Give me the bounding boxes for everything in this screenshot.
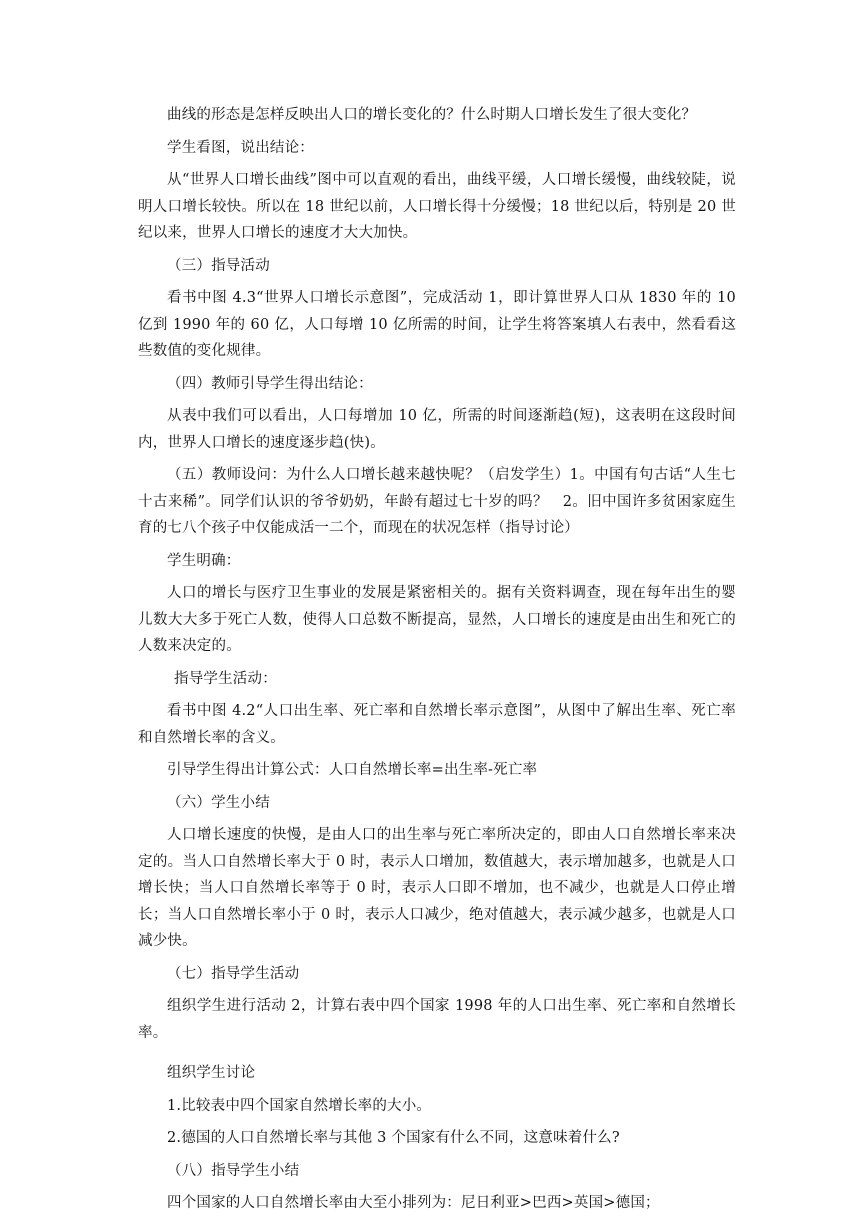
list-item-1: 1.比较表中四个国家自然增长率的大小。	[167, 1097, 432, 1114]
paragraph-discussion: 组织学生讨论	[167, 1065, 256, 1081]
paragraph-activity-1: 看书中图 4.3“世界人口增长示意图”，完成活动 1，即计算世界人口从 1830 年的 10 亿到 1990 年的 60 亿，人口每增 10 亿所需的时间，让学生将答案填人右表中，然看看这些数值的变化规律。	[138, 290, 736, 359]
section-heading-8: （八）指导学生小结	[167, 1162, 300, 1179]
paragraph-guide-activity: 指导学生活动：	[174, 670, 277, 687]
paragraph-medical-development: 人口的增长与医疗卫生事业的发展是紧密相关的。据有关资料调查，现在每年出生的婴儿数大大多于死亡人数，使得人口总数不断提高，显然，人口增长的速度是由出生和死亡的人数来决定的。	[138, 585, 736, 654]
paragraph-student-clarify: 学生明确：	[167, 552, 241, 569]
paragraph-activity-2: 组织学生进行活动 2，计算右表中四个国家 1998 年的人口出生率、死亡率和自然增长率。	[138, 998, 736, 1041]
list-item-2: 2.德国的人口自然增长率与其他 3 个国家有什么不同，这意味着什么?	[167, 1130, 620, 1146]
paragraph-ranking: 四个国家的人口自然增长率由大至小排列为：尼日利亚>巴西>英国>德国；	[167, 1195, 660, 1211]
paragraph-table-conclusion: 从表中我们可以看出，人口每增加 10 亿，所需的时间逐渐趋(短)，这表明在这段时间内，世界人口增长的速度逐步趋(快)。	[138, 408, 736, 451]
section-heading-7: （七）指导学生活动	[167, 965, 300, 982]
document-body	[138, 102, 736, 1223]
paragraph-question: 曲线的形态是怎样反映出人口的增长变化的？什么时期人口增长发生了很大变化？	[167, 107, 697, 123]
section-heading-4: （四）教师引导学生得出结论：	[167, 375, 373, 392]
section-heading-3: （三）指导活动	[167, 257, 270, 274]
section-heading-6: （六）学生小结	[167, 794, 270, 811]
paragraph-student-conclusion-intro: 学生看图，说出结论：	[167, 139, 314, 156]
paragraph-curve-explanation: 从“世界人口增长曲线”图中可以直观的看出，曲线平缓，人口增长缓慢，曲线较陡，说明人口增长较快。所以在 18 世纪以前，人口增长得十分缓慢；18 世纪以后，特别是 20 世纪以来，世界人口增长的速度才大大加快。	[138, 172, 736, 241]
paragraph-summary-growth: 人口增长速度的快慢，是由人口的出生率与死亡率所决定的，即由人口自然增长率来决定的。当人口自然增长率大于 0 时，表示人口增加，数值越大，表示增加越多，也就是人口增长快；当人口自然增长率等于 0 时，表示人口即不增加，也不减少，也就是人口停止增长；当人口自然增长率小于 0 时，表示人口减少，绝对值越大，表示减少越多，也就是人口减少快。	[138, 827, 736, 949]
section-heading-5: （五）教师设问：为什么人口增长越来越快呢？（启发学生）1。中国有句古话“人生七十古来稀”。同学们认识的爷爷奶奶，年龄有超过七十岁的吗？ 2。旧中国许多贫困家庭生育的七八个孩子中仅能成活一二个，而现在的状况怎样（指导讨论）	[138, 467, 736, 536]
paragraph-figure-4-2: 看书中图 4.2“人口出生率、死亡率和自然增长率示意图”，从图中了解出生率、死亡率和自然增长率的含义。	[138, 703, 736, 746]
paragraph-formula: 引导学生得出计算公式：人口自然增长率=出生率-死亡率	[167, 762, 538, 778]
